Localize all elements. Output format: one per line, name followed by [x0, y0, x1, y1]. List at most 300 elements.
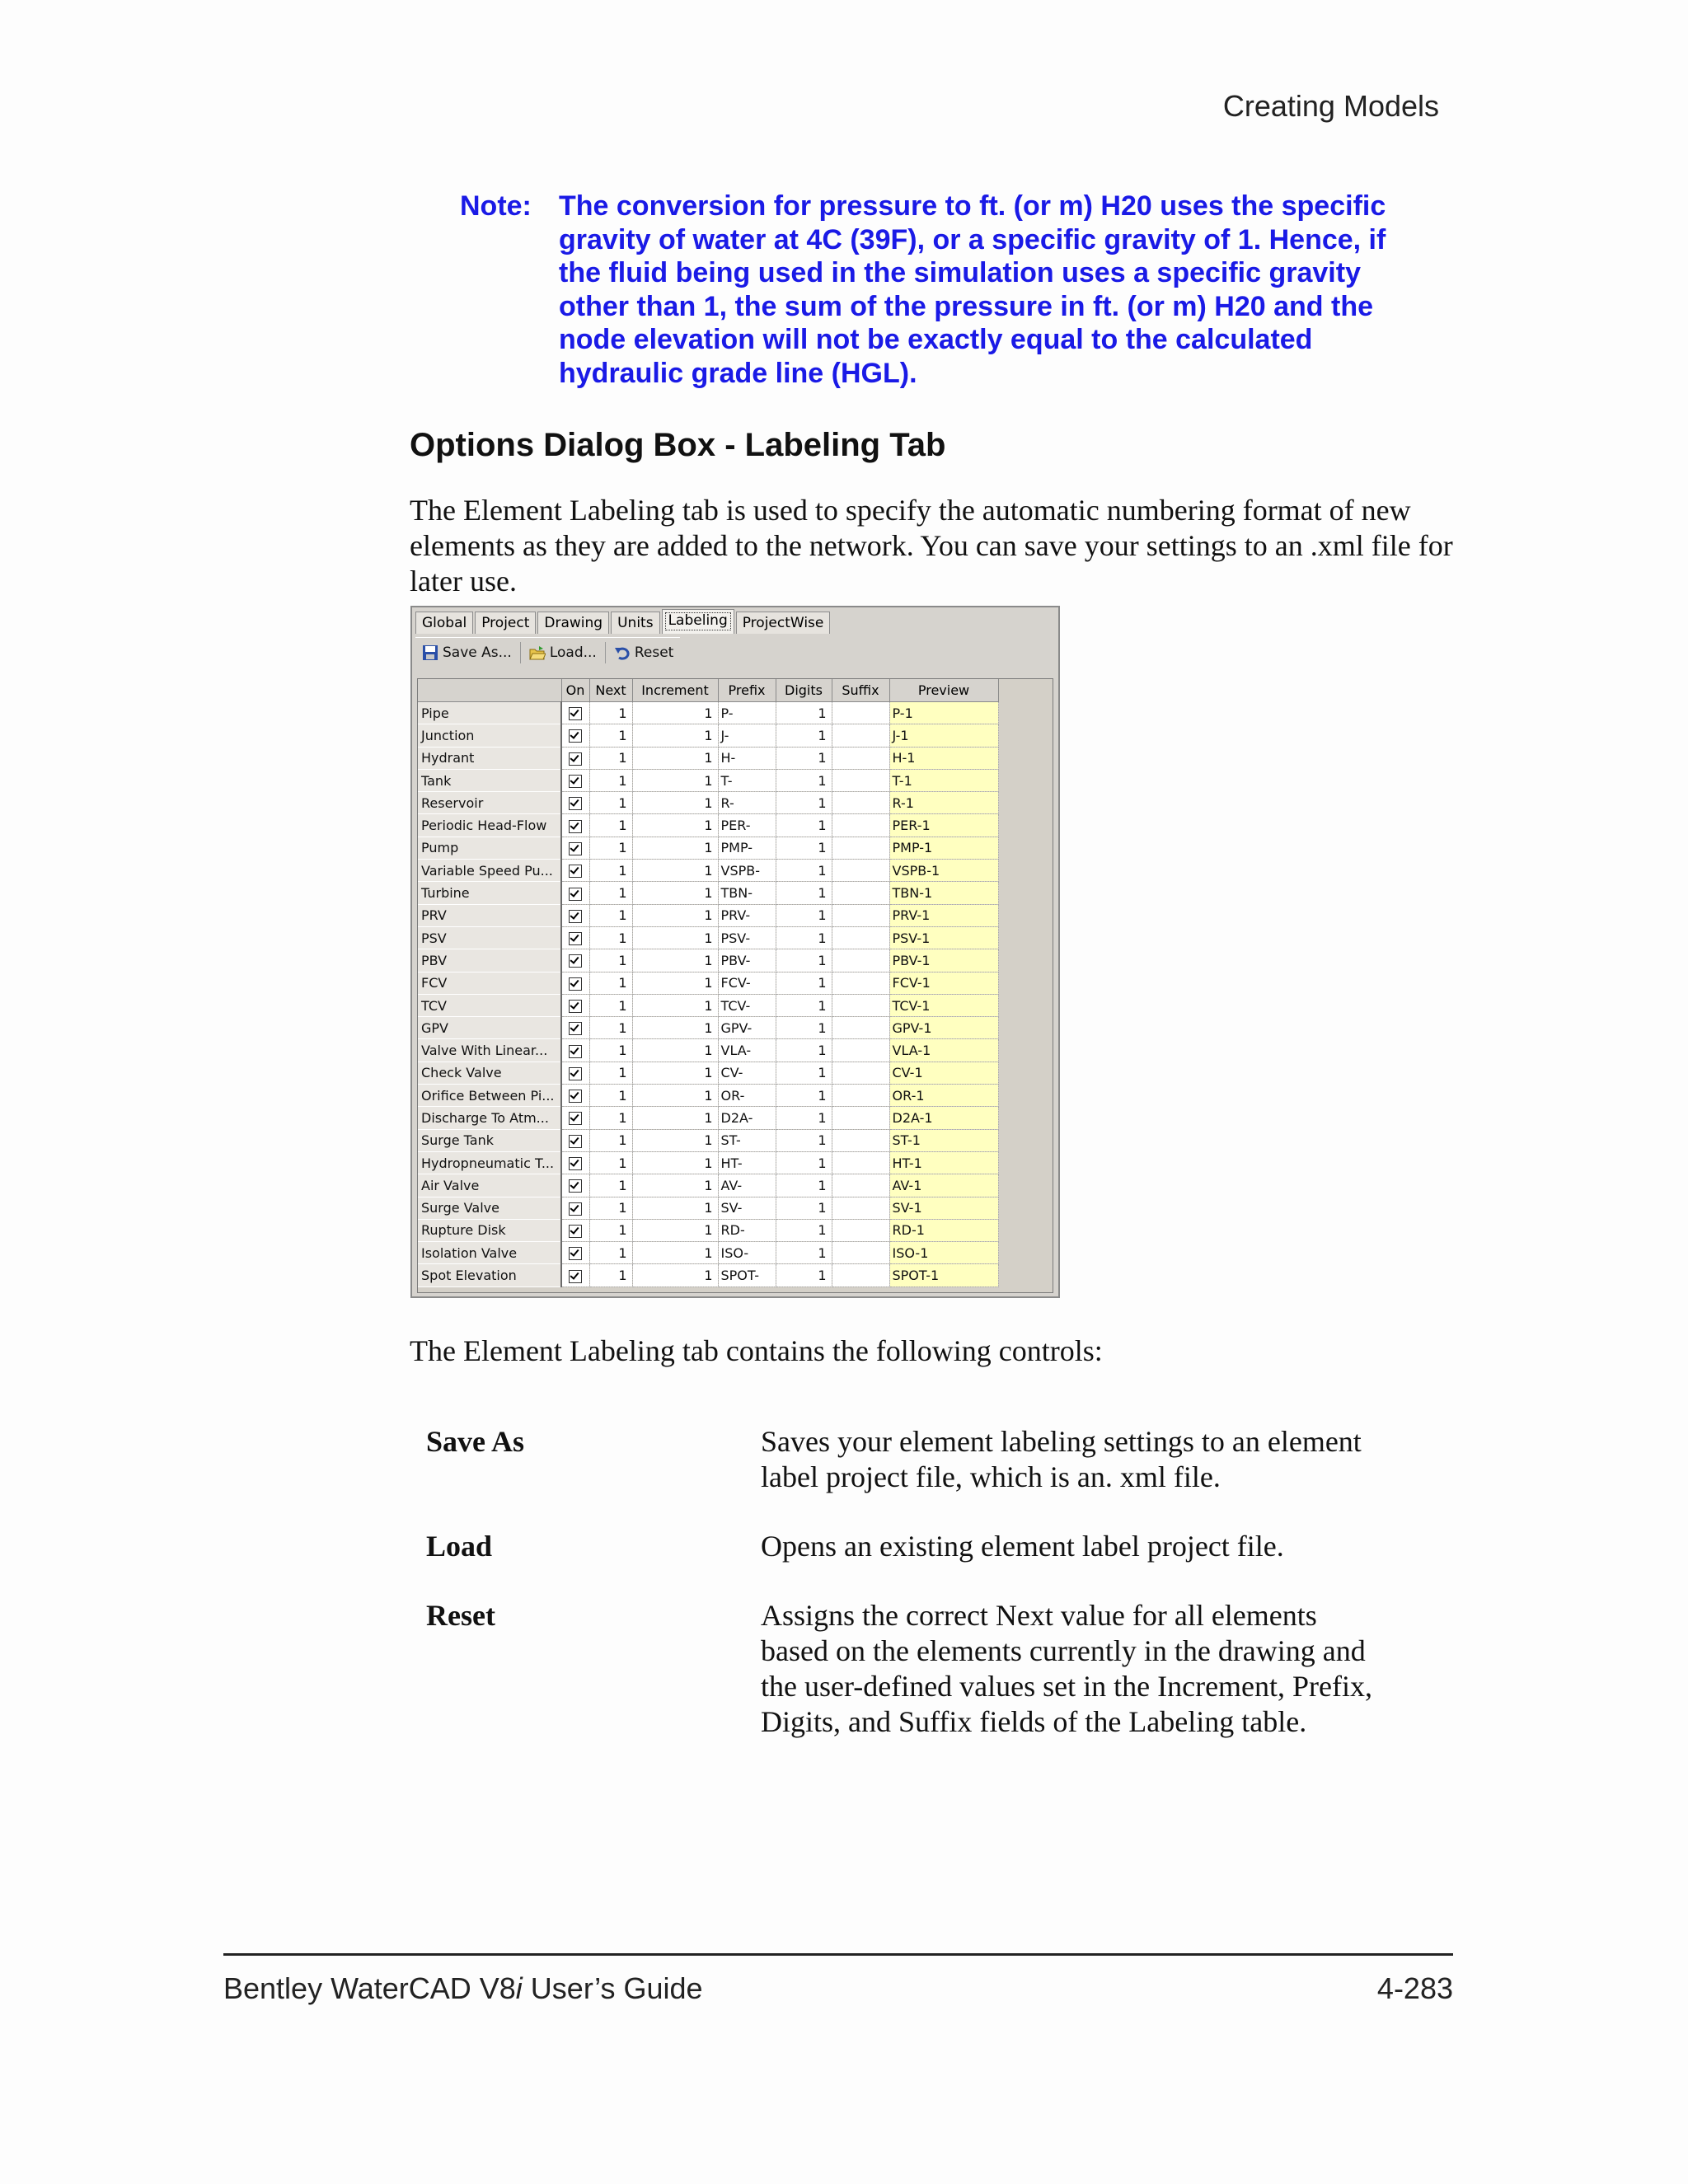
on-checkbox[interactable] [569, 1225, 582, 1238]
next-cell[interactable]: 1 [589, 1085, 632, 1107]
preview-cell: H-1 [889, 747, 998, 769]
suffix-cell[interactable] [832, 994, 889, 1016]
on-checkbox[interactable] [569, 797, 582, 810]
next-cell[interactable]: 1 [589, 1264, 632, 1286]
increment-cell[interactable]: 1 [632, 1085, 718, 1107]
digits-cell[interactable]: 1 [776, 1242, 832, 1264]
next-cell[interactable]: 1 [589, 882, 632, 904]
labeling-grid-area [417, 678, 1053, 1293]
on-checkbox-cell[interactable] [561, 1107, 589, 1129]
preview-cell: TCV-1 [889, 994, 998, 1016]
suffix-cell[interactable] [832, 769, 889, 791]
increment-cell[interactable]: 1 [632, 724, 718, 747]
increment-cell[interactable]: 1 [632, 860, 718, 882]
prefix-cell[interactable]: R- [718, 792, 776, 814]
next-cell[interactable]: 1 [589, 1107, 632, 1129]
digits-cell[interactable]: 1 [776, 882, 832, 904]
suffix-cell[interactable] [832, 926, 889, 949]
row-header-element-name: TCV [418, 994, 561, 1016]
footer-title-main: Bentley WaterCAD V8 [223, 1971, 516, 2005]
on-checkbox-cell[interactable] [561, 769, 589, 791]
control-term: Reset [426, 1599, 495, 1632]
toolbar-separator [520, 642, 521, 663]
preview-cell: R-1 [889, 792, 998, 814]
preview-cell: PMP-1 [889, 837, 998, 859]
prefix-cell[interactable]: VLA- [718, 1039, 776, 1062]
prefix-cell[interactable]: GPV- [718, 1017, 776, 1039]
next-cell[interactable]: 1 [589, 949, 632, 972]
on-checkbox[interactable] [569, 1179, 582, 1193]
suffix-cell[interactable] [832, 1264, 889, 1286]
prefix-cell[interactable]: T- [718, 769, 776, 791]
preview-cell: VSPB-1 [889, 860, 998, 882]
controls-definition-list [426, 1424, 1465, 1774]
digits-cell[interactable]: 1 [776, 994, 832, 1016]
table-row [418, 837, 998, 859]
increment-cell[interactable]: 1 [632, 926, 718, 949]
controls-intro: The Element Labeling tab contains the following controls: [410, 1334, 1103, 1367]
table-row [418, 1017, 998, 1039]
preview-cell: RD-1 [889, 1219, 998, 1241]
row-header-element-name: PBV [418, 949, 561, 972]
footer-guide-title [223, 1971, 703, 2006]
floppy-disk-icon [422, 644, 438, 661]
on-checkbox-cell[interactable] [561, 1151, 589, 1174]
increment-cell[interactable]: 1 [632, 949, 718, 972]
tab-drawing[interactable]: Drawing [537, 612, 609, 634]
table-row [418, 747, 998, 769]
suffix-cell[interactable] [832, 792, 889, 814]
prefix-cell[interactable]: RD- [718, 1219, 776, 1241]
digits-cell[interactable]: 1 [776, 1151, 832, 1174]
row-header-element-name: Reservoir [418, 792, 561, 814]
on-checkbox[interactable] [569, 1157, 582, 1170]
increment-cell[interactable]: 1 [632, 769, 718, 791]
increment-cell[interactable]: 1 [632, 882, 718, 904]
prefix-cell[interactable]: FCV- [718, 972, 776, 994]
increment-cell[interactable]: 1 [632, 702, 718, 724]
control-description: Assigns the correct Next value for all elements based on the elements currently in the drawing and the user-defined values set in the Increment, Prefix, Digits, and Suffix fields of the Labeling table. [761, 1599, 1373, 1738]
digits-cell[interactable]: 1 [776, 837, 832, 859]
increment-cell[interactable]: 1 [632, 1242, 718, 1264]
on-checkbox[interactable] [569, 1022, 582, 1035]
digits-cell[interactable]: 1 [776, 1085, 832, 1107]
on-checkbox-cell[interactable] [561, 747, 589, 769]
table-row [418, 882, 998, 904]
increment-cell[interactable]: 1 [632, 1219, 718, 1241]
next-cell[interactable]: 1 [589, 1017, 632, 1039]
row-header-element-name: Hydrant [418, 747, 561, 769]
tab-units[interactable]: Units [611, 612, 659, 634]
prefix-cell[interactable]: SPOT- [718, 1264, 776, 1286]
control-item-load [426, 1529, 1465, 1564]
increment-cell[interactable]: 1 [632, 994, 718, 1016]
table-row [418, 1264, 998, 1286]
control-description: Saves your element labeling settings to an element label project file, which is an. xml file. [761, 1425, 1362, 1493]
on-checkbox-cell[interactable] [561, 1174, 589, 1197]
row-header-element-name: Variable Speed Pu... [418, 860, 561, 882]
increment-cell[interactable]: 1 [632, 1151, 718, 1174]
next-cell[interactable]: 1 [589, 926, 632, 949]
preview-cell: AV-1 [889, 1174, 998, 1197]
digits-cell[interactable]: 1 [776, 949, 832, 972]
preview-cell: PER-1 [889, 814, 998, 837]
on-checkbox-cell[interactable] [561, 837, 589, 859]
row-header-element-name: Discharge To Atm... [418, 1107, 561, 1129]
preview-cell: PBV-1 [889, 949, 998, 972]
preview-cell: TBN-1 [889, 882, 998, 904]
digits-cell[interactable]: 1 [776, 1219, 832, 1241]
prefix-cell[interactable]: TCV- [718, 994, 776, 1016]
preview-cell: PSV-1 [889, 926, 998, 949]
save-as-label: Save As... [443, 644, 512, 661]
labeling-table [418, 679, 999, 1287]
column-header-on[interactable]: On [561, 679, 589, 702]
next-cell[interactable]: 1 [589, 1174, 632, 1197]
suffix-cell[interactable] [832, 1107, 889, 1129]
on-checkbox-cell[interactable] [561, 882, 589, 904]
increment-cell[interactable]: 1 [632, 747, 718, 769]
control-term: Save As [426, 1425, 525, 1458]
on-checkbox-cell[interactable] [561, 949, 589, 972]
digits-cell[interactable]: 1 [776, 972, 832, 994]
on-checkbox-cell[interactable] [561, 904, 589, 926]
next-cell[interactable]: 1 [589, 1197, 632, 1219]
preview-cell: GPV-1 [889, 1017, 998, 1039]
table-row [418, 1107, 998, 1129]
column-header-increment[interactable]: Increment [632, 679, 718, 702]
next-cell[interactable]: 1 [589, 860, 632, 882]
row-header-element-name: Check Valve [418, 1062, 561, 1084]
preview-cell: T-1 [889, 769, 998, 791]
on-checkbox-cell[interactable] [561, 1219, 589, 1241]
dialog-tab-bar [415, 609, 832, 634]
suffix-cell[interactable] [832, 814, 889, 837]
prefix-cell[interactable]: OR- [718, 1085, 776, 1107]
load-label: Load... [549, 644, 597, 661]
table-row [418, 814, 998, 837]
note-block [460, 190, 1416, 390]
row-header-element-name: PSV [418, 926, 561, 949]
digits-cell[interactable]: 1 [776, 792, 832, 814]
increment-cell[interactable]: 1 [632, 904, 718, 926]
on-checkbox[interactable] [569, 1045, 582, 1058]
increment-cell[interactable]: 1 [632, 1197, 718, 1219]
prefix-cell[interactable]: SV- [718, 1197, 776, 1219]
prefix-cell[interactable]: PMP- [718, 837, 776, 859]
table-row [418, 860, 998, 882]
digits-cell[interactable]: 1 [776, 1062, 832, 1084]
on-checkbox-cell[interactable] [561, 702, 589, 724]
on-checkbox-cell[interactable] [561, 1129, 589, 1151]
row-header-element-name: Surge Valve [418, 1197, 561, 1219]
reset-label: Reset [634, 644, 674, 661]
next-cell[interactable]: 1 [589, 769, 632, 791]
row-header-element-name: Isolation Valve [418, 1242, 561, 1264]
on-checkbox-cell[interactable] [561, 1085, 589, 1107]
column-header-suffix[interactable]: Suffix [832, 679, 889, 702]
on-checkbox[interactable] [569, 1202, 582, 1216]
note-label: Note: [460, 190, 532, 222]
on-checkbox[interactable] [569, 865, 582, 878]
load-button[interactable] [523, 640, 603, 665]
preview-cell: ISO-1 [889, 1242, 998, 1264]
increment-cell[interactable]: 1 [632, 1264, 718, 1286]
next-cell[interactable]: 1 [589, 702, 632, 724]
table-row [418, 926, 998, 949]
digits-cell[interactable]: 1 [776, 1017, 832, 1039]
increment-cell[interactable]: 1 [632, 1039, 718, 1062]
on-checkbox[interactable] [569, 707, 582, 720]
row-header-element-name: Junction [418, 724, 561, 747]
next-cell[interactable]: 1 [589, 724, 632, 747]
on-checkbox-cell[interactable] [561, 994, 589, 1016]
row-header-element-name: Spot Elevation [418, 1264, 561, 1286]
on-checkbox[interactable] [569, 752, 582, 766]
row-header-element-name: PRV [418, 904, 561, 926]
on-checkbox-cell[interactable] [561, 926, 589, 949]
table-row [418, 1219, 998, 1241]
running-header: Creating Models [1222, 89, 1439, 123]
tab-projectwise[interactable]: ProjectWise [736, 612, 831, 634]
digits-cell[interactable]: 1 [776, 747, 832, 769]
on-checkbox[interactable] [569, 729, 582, 743]
on-checkbox[interactable] [569, 1000, 582, 1013]
table-row [418, 724, 998, 747]
control-term: Load [426, 1530, 493, 1563]
control-description: Opens an existing element label project file. [761, 1530, 1284, 1563]
next-cell[interactable]: 1 [589, 1129, 632, 1151]
suffix-cell[interactable] [832, 1174, 889, 1197]
on-checkbox[interactable] [569, 888, 582, 901]
preview-cell: SV-1 [889, 1197, 998, 1219]
row-header-element-name: Pump [418, 837, 561, 859]
row-header-element-name: Pipe [418, 702, 561, 724]
on-checkbox-cell[interactable] [561, 860, 589, 882]
prefix-cell[interactable]: P- [718, 702, 776, 724]
reset-button[interactable] [607, 640, 681, 665]
next-cell[interactable]: 1 [589, 747, 632, 769]
on-checkbox[interactable] [569, 1067, 582, 1080]
on-checkbox-cell[interactable] [561, 724, 589, 747]
on-checkbox[interactable] [569, 977, 582, 991]
digits-cell[interactable]: 1 [776, 814, 832, 837]
next-cell[interactable]: 1 [589, 904, 632, 926]
suffix-cell[interactable] [832, 949, 889, 972]
digits-cell[interactable]: 1 [776, 1264, 832, 1286]
on-checkbox-cell[interactable] [561, 814, 589, 837]
prefix-cell[interactable]: ISO- [718, 1242, 776, 1264]
column-header-preview[interactable]: Preview [889, 679, 998, 702]
suffix-cell[interactable] [832, 1017, 889, 1039]
digits-cell[interactable]: 1 [776, 1107, 832, 1129]
table-row [418, 792, 998, 814]
prefix-cell[interactable]: J- [718, 724, 776, 747]
on-checkbox[interactable] [569, 1247, 582, 1260]
next-cell[interactable]: 1 [589, 1062, 632, 1084]
suffix-cell[interactable] [832, 1197, 889, 1219]
on-checkbox[interactable] [569, 1112, 582, 1125]
suffix-cell[interactable] [832, 860, 889, 882]
preview-cell: ST-1 [889, 1129, 998, 1151]
prefix-cell[interactable]: PSV- [718, 926, 776, 949]
table-row [418, 1151, 998, 1174]
table-row [418, 1129, 998, 1151]
increment-cell[interactable]: 1 [632, 1107, 718, 1129]
row-header-element-name: Hydropneumatic T... [418, 1151, 561, 1174]
preview-cell: D2A-1 [889, 1107, 998, 1129]
suffix-cell[interactable] [832, 1062, 889, 1084]
table-row [418, 702, 998, 724]
suffix-cell[interactable] [832, 904, 889, 926]
increment-cell[interactable]: 1 [632, 1062, 718, 1084]
prefix-cell[interactable]: TBN- [718, 882, 776, 904]
on-checkbox-cell[interactable] [561, 792, 589, 814]
preview-cell: FCV-1 [889, 972, 998, 994]
on-checkbox[interactable] [569, 910, 582, 923]
increment-cell[interactable]: 1 [632, 837, 718, 859]
on-checkbox[interactable] [569, 842, 582, 855]
intro-paragraph: The Element Labeling tab is used to specify the automatic numbering format of new elements as they are added to the network. You can save your settings to an .xml file for later use. [410, 494, 1453, 598]
row-header-element-name: Rupture Disk [418, 1219, 561, 1241]
on-checkbox-cell[interactable] [561, 1197, 589, 1219]
prefix-cell[interactable]: PER- [718, 814, 776, 837]
tab-labeling[interactable]: Labeling [662, 609, 734, 634]
digits-cell[interactable]: 1 [776, 724, 832, 747]
on-checkbox[interactable] [569, 1090, 582, 1103]
digits-cell[interactable]: 1 [776, 860, 832, 882]
table-row [418, 769, 998, 791]
on-checkbox-cell[interactable] [561, 1039, 589, 1062]
on-checkbox[interactable] [569, 1135, 582, 1148]
suffix-cell[interactable] [832, 702, 889, 724]
suffix-cell[interactable] [832, 882, 889, 904]
footer-page-number: 4-283 [1376, 1971, 1453, 2005]
preview-cell: J-1 [889, 724, 998, 747]
note-text: The conversion for pressure to ft. (or m) H20 uses the specific gravity of water at 4C (39F), or a specific gravity of 1. Hence, if the fluid being used in the simulation uses a specific gravity other than 1, the sum of the pressure in ft. (or m) H20 and the node elevation will not be exactly equal to the calculated hydraulic grade line (HGL). [559, 190, 1386, 389]
prefix-cell[interactable]: ST- [718, 1129, 776, 1151]
prefix-cell[interactable]: CV- [718, 1062, 776, 1084]
digits-cell[interactable]: 1 [776, 904, 832, 926]
preview-cell: P-1 [889, 702, 998, 724]
toolbar-separator [605, 642, 606, 663]
next-cell[interactable]: 1 [589, 1219, 632, 1241]
open-folder-icon [529, 644, 546, 661]
row-header-element-name: Tank [418, 769, 561, 791]
on-checkbox[interactable] [569, 820, 582, 833]
row-header-element-name: GPV [418, 1017, 561, 1039]
digits-cell[interactable]: 1 [776, 926, 832, 949]
column-header-next[interactable]: Next [589, 679, 632, 702]
options-dialog-screenshot [410, 606, 1060, 1298]
tab-global[interactable]: Global [415, 612, 473, 634]
tab-project[interactable]: Project [475, 612, 536, 634]
row-header-element-name: Periodic Head-Flow [418, 814, 561, 837]
on-checkbox[interactable] [569, 1270, 582, 1283]
section-heading: Options Dialog Box - Labeling Tab [410, 427, 946, 463]
row-header-element-name: Orifice Between Pi... [418, 1085, 561, 1107]
on-checkbox[interactable] [569, 775, 582, 788]
next-cell[interactable]: 1 [589, 994, 632, 1016]
suffix-cell[interactable] [832, 1219, 889, 1241]
suffix-cell[interactable] [832, 1085, 889, 1107]
prefix-cell[interactable]: D2A- [718, 1107, 776, 1129]
prefix-cell[interactable]: PRV- [718, 904, 776, 926]
next-cell[interactable]: 1 [589, 972, 632, 994]
next-cell[interactable]: 1 [589, 1039, 632, 1062]
suffix-cell[interactable] [832, 1039, 889, 1062]
prefix-cell[interactable]: VSPB- [718, 860, 776, 882]
next-cell[interactable]: 1 [589, 1242, 632, 1264]
column-header-prefix[interactable]: Prefix [718, 679, 776, 702]
suffix-cell[interactable] [832, 972, 889, 994]
digits-cell[interactable]: 1 [776, 1039, 832, 1062]
digits-cell[interactable]: 1 [776, 1129, 832, 1151]
on-checkbox-cell[interactable] [561, 1242, 589, 1264]
digits-cell[interactable]: 1 [776, 1174, 832, 1197]
prefix-cell[interactable]: HT- [718, 1151, 776, 1174]
digits-cell[interactable]: 1 [776, 769, 832, 791]
control-item-save-as [426, 1424, 1465, 1495]
on-checkbox[interactable] [569, 954, 582, 968]
digits-cell[interactable]: 1 [776, 702, 832, 724]
column-header-digits[interactable]: Digits [776, 679, 832, 702]
next-cell[interactable]: 1 [589, 792, 632, 814]
digits-cell[interactable]: 1 [776, 1197, 832, 1219]
footer-title-italic: i [515, 1971, 523, 2005]
on-checkbox-cell[interactable] [561, 1264, 589, 1286]
suffix-cell[interactable] [832, 1129, 889, 1151]
increment-cell[interactable]: 1 [632, 792, 718, 814]
increment-cell[interactable]: 1 [632, 814, 718, 837]
corner-header [418, 679, 561, 702]
next-cell[interactable]: 1 [589, 837, 632, 859]
on-checkbox-cell[interactable] [561, 1017, 589, 1039]
save-as-button[interactable] [415, 640, 518, 665]
next-cell[interactable]: 1 [589, 1151, 632, 1174]
row-header-element-name: Turbine [418, 882, 561, 904]
suffix-cell[interactable] [832, 747, 889, 769]
dialog-toolbar [415, 637, 680, 668]
prefix-cell[interactable]: AV- [718, 1174, 776, 1197]
on-checkbox[interactable] [569, 932, 582, 945]
table-header-row [418, 679, 998, 702]
prefix-cell[interactable]: PBV- [718, 949, 776, 972]
increment-cell[interactable]: 1 [632, 1174, 718, 1197]
table-row [418, 1174, 998, 1197]
table-row [418, 904, 998, 926]
suffix-cell[interactable] [832, 1151, 889, 1174]
table-row [418, 1085, 998, 1107]
next-cell[interactable]: 1 [589, 814, 632, 837]
on-checkbox-cell[interactable] [561, 1062, 589, 1084]
suffix-cell[interactable] [832, 837, 889, 859]
prefix-cell[interactable]: H- [718, 747, 776, 769]
preview-cell: HT-1 [889, 1151, 998, 1174]
increment-cell[interactable]: 1 [632, 1129, 718, 1151]
control-item-reset [426, 1598, 1465, 1740]
increment-cell[interactable]: 1 [632, 972, 718, 994]
table-row [418, 1197, 998, 1219]
suffix-cell[interactable] [832, 724, 889, 747]
suffix-cell[interactable] [832, 1242, 889, 1264]
on-checkbox-cell[interactable] [561, 972, 589, 994]
table-row [418, 994, 998, 1016]
increment-cell[interactable]: 1 [632, 1017, 718, 1039]
row-header-element-name: Surge Tank [418, 1129, 561, 1151]
preview-cell: SPOT-1 [889, 1264, 998, 1286]
table-row [418, 972, 998, 994]
